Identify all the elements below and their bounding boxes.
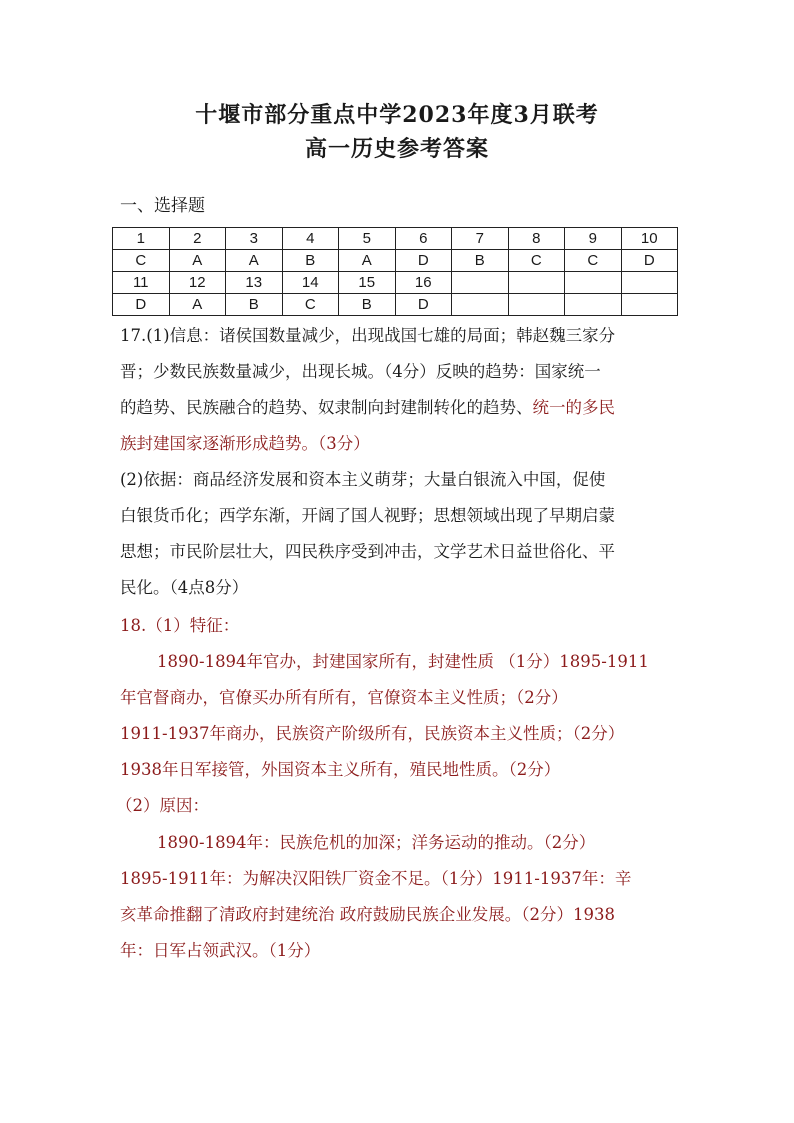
q17-line-4: 族封建国家逐渐形成趋势。（3分） bbox=[120, 434, 370, 453]
q17-line-3 bbox=[120, 395, 615, 421]
answer-table-cell: C bbox=[282, 294, 339, 316]
answer-table-cell: A bbox=[226, 250, 283, 272]
answer-table-cell: 13 bbox=[226, 272, 283, 294]
q18-line-2: 1890-1894年官办，封建国家所有，封建性质 （1分）1895-1911 bbox=[157, 652, 649, 671]
q17-line-6: 白银货币化；西学东渐，开阔了国人视野；思想领域出现了早期启蒙 bbox=[120, 506, 615, 525]
answer-table-cell: 10 bbox=[621, 228, 678, 250]
answer-table-cell: C bbox=[508, 250, 565, 272]
answer-table-cell: D bbox=[113, 294, 170, 316]
answer-table-cell: 2 bbox=[169, 228, 226, 250]
section-heading-choice: 一、选择题 bbox=[120, 196, 205, 216]
answer-table-cell: 12 bbox=[169, 272, 226, 294]
q18-line-10: 年：日军占领武汉。（1分） bbox=[120, 941, 321, 960]
q17-line-1: 17.(1)信息：诸侯国数量减少，出现战国七雄的局面；韩赵魏三家分 bbox=[120, 326, 616, 345]
q17-line-7: 思想；市民阶层壮大，四民秩序受到冲击，文学艺术日益世俗化、平 bbox=[120, 542, 615, 561]
answer-table-cell: 14 bbox=[282, 272, 339, 294]
answer-table-cell bbox=[565, 294, 622, 316]
answer-table-cell: 9 bbox=[565, 228, 622, 250]
answer-table-cell: C bbox=[565, 250, 622, 272]
answer-table-row bbox=[113, 250, 678, 272]
q17-line-8: 民化。（4点8分） bbox=[120, 578, 249, 597]
answer-table-cell: 16 bbox=[395, 272, 452, 294]
q18-line-6: （2）原因： bbox=[116, 796, 209, 815]
answer-table-cell: B bbox=[339, 294, 396, 316]
q17-line-5: (2)依据：商品经济发展和资本主义萌芽；大量白银流入中国，促使 bbox=[120, 470, 606, 489]
answer-table-cell: B bbox=[452, 250, 509, 272]
q18-line-1: 18.（1）特征： bbox=[120, 616, 240, 635]
answer-table-cell: 8 bbox=[508, 228, 565, 250]
q18-line-5: 1938年日军接管，外国资本主义所有，殖民地性质。（2分） bbox=[120, 760, 561, 779]
answer-table-cell: 11 bbox=[113, 272, 170, 294]
answer-table-cell: 4 bbox=[282, 228, 339, 250]
q18-line-4: 1911-1937年商办，民族资产阶级所有，民族资本主义性质；（2分） bbox=[120, 724, 625, 743]
answer-table-row bbox=[113, 272, 678, 294]
q17-line-3-b: 统一的多民 bbox=[532, 398, 615, 417]
q17-line-3-a: 的趋势、民族融合的趋势、奴隶制向封建制转化的趋势、 bbox=[120, 398, 533, 417]
q18-line-7: 1890-1894年：民族危机的加深；洋务运动的推动。（2分） bbox=[157, 833, 596, 852]
answer-table-cell: 5 bbox=[339, 228, 396, 250]
answer-table-cell: A bbox=[339, 250, 396, 272]
answer-table-cell: 15 bbox=[339, 272, 396, 294]
answer-table-cell: 3 bbox=[226, 228, 283, 250]
answer-table-cell: C bbox=[113, 250, 170, 272]
q17-line-2: 晋；少数民族数量减少，出现长城。（4分）反映的趋势：国家统一 bbox=[120, 362, 601, 381]
answer-table-cell: D bbox=[395, 250, 452, 272]
page-subtitle: 高一历史参考答案 bbox=[304, 136, 489, 162]
answer-table-cell: B bbox=[282, 250, 339, 272]
answer-table-cell: 7 bbox=[452, 228, 509, 250]
answer-table-cell bbox=[621, 272, 678, 294]
answer-table-cell: A bbox=[169, 294, 226, 316]
answer-table-cell bbox=[508, 294, 565, 316]
answer-table-cell: 1 bbox=[113, 228, 170, 250]
answer-table-cell bbox=[565, 272, 622, 294]
answer-table-cell: D bbox=[395, 294, 452, 316]
answer-table-row bbox=[113, 228, 678, 250]
q18-line-3: 年官督商办，官僚买办所有所有，官僚资本主义性质；（2分） bbox=[120, 688, 568, 707]
answer-table-cell bbox=[508, 272, 565, 294]
q18-line-8: 1895-1911年：为解决汉阳铁厂资金不足。（1分）1911-1937年：辛 bbox=[120, 869, 632, 888]
answer-table-cell: 6 bbox=[395, 228, 452, 250]
q18-line-9: 亥革命推翻了清政府封建统治 政府鼓励民族企业发展。（2分）1938 bbox=[120, 905, 615, 924]
answer-table-cell bbox=[452, 272, 509, 294]
answer-table bbox=[112, 227, 678, 316]
answer-table-row bbox=[113, 294, 678, 316]
answer-table-cell: D bbox=[621, 250, 678, 272]
page-title: 十堰市部分重点中学2023年度3月联考 bbox=[195, 102, 599, 128]
answer-table-cell bbox=[621, 294, 678, 316]
answer-table-cell: A bbox=[169, 250, 226, 272]
answer-table-cell bbox=[452, 294, 509, 316]
answer-table-cell: B bbox=[226, 294, 283, 316]
